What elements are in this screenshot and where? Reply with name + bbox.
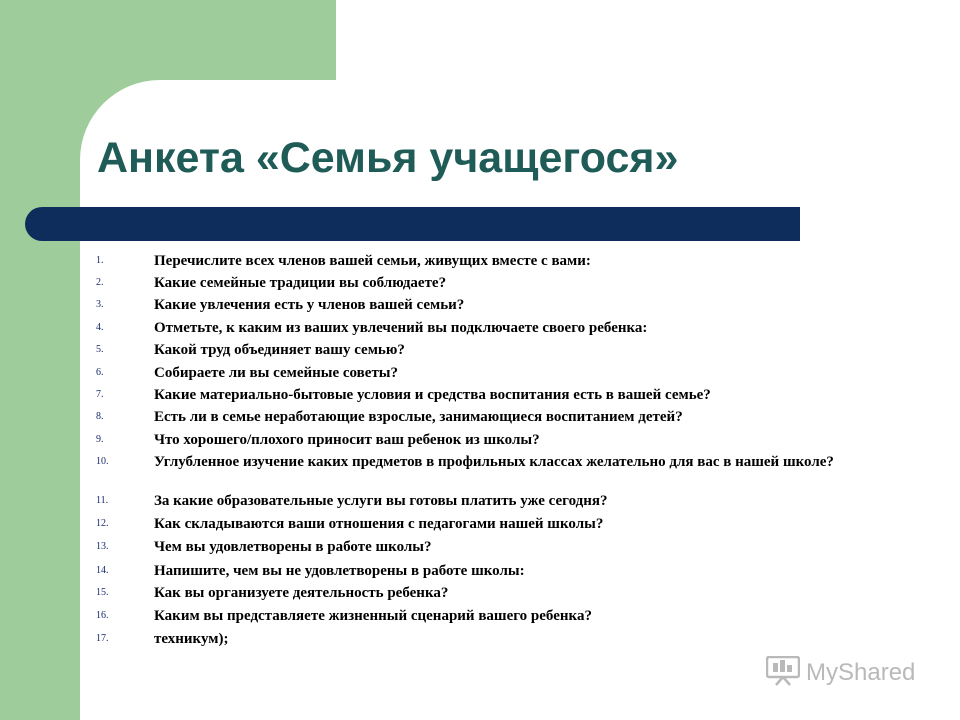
item-text: Чем вы удовлетворены в работе школы? xyxy=(154,539,432,555)
item-number: 15. xyxy=(96,587,109,598)
item-text: Какие увлечения есть у членов вашей семьи? xyxy=(154,297,465,313)
item-text: Какие семейные традиции вы соблюдаете? xyxy=(154,275,447,291)
item-number: 17. xyxy=(96,633,109,644)
watermark-text: MyShared xyxy=(806,659,916,686)
watermark xyxy=(766,658,915,688)
item-number: 4. xyxy=(96,322,104,333)
item-text: Какие материально-бытовые условия и средства воспитания есть в вашей семье? xyxy=(154,387,711,403)
item-number: 1. xyxy=(96,255,104,266)
item-number: 11. xyxy=(96,495,109,506)
item-number: 7. xyxy=(96,389,104,400)
item-text: Углубленное изучение каких предметов в профильных классах желательно для вас в нашей школе? xyxy=(154,454,834,470)
slide-title: Анкета «Семья учащегося» xyxy=(97,134,679,182)
item-number: 5. xyxy=(96,344,104,355)
item-text: Напишите, чем вы не удовлетворены в работе школы: xyxy=(154,563,525,579)
background-green-strip xyxy=(0,0,80,720)
item-text: Каким вы представляете жизненный сценарий вашего ребенка? xyxy=(154,608,592,624)
item-text: Есть ли в семье неработающие взрослые, занимающиеся воспитанием детей? xyxy=(154,409,683,425)
item-text: Как вы организуете деятельность ребенка? xyxy=(154,585,449,601)
item-number: 9. xyxy=(96,434,104,445)
item-number: 16. xyxy=(96,610,109,621)
item-number: 14. xyxy=(96,565,109,576)
item-number: 8. xyxy=(96,411,104,422)
item-text: Отметьте, к каким из ваших увлечений вы подключаете своего ребенка: xyxy=(154,320,648,336)
item-text: техникум); xyxy=(154,631,229,647)
item-number: 6. xyxy=(96,367,104,378)
item-number: 12. xyxy=(96,518,109,529)
item-text: Перечислите всех членов вашей семьи, живущих вместе с вами: xyxy=(154,253,591,269)
item-text: За какие образовательные услуги вы готовы платить уже сегодня? xyxy=(154,493,608,509)
item-text: Какой труд объединяет вашу семью? xyxy=(154,342,405,358)
item-text: Что хорошего/плохого приносит ваш ребенок из школы? xyxy=(154,432,540,448)
item-number: 10. xyxy=(96,456,109,467)
presentation-board-icon xyxy=(766,656,800,691)
item-text: Собираете ли вы семейные советы? xyxy=(154,365,399,381)
item-number: 2. xyxy=(96,277,104,288)
item-number: 13. xyxy=(96,541,109,552)
title-underline-bar xyxy=(25,207,800,241)
item-number: 3. xyxy=(96,299,104,310)
item-text: Как складываются ваши отношения с педагогами нашей школы? xyxy=(154,516,604,532)
